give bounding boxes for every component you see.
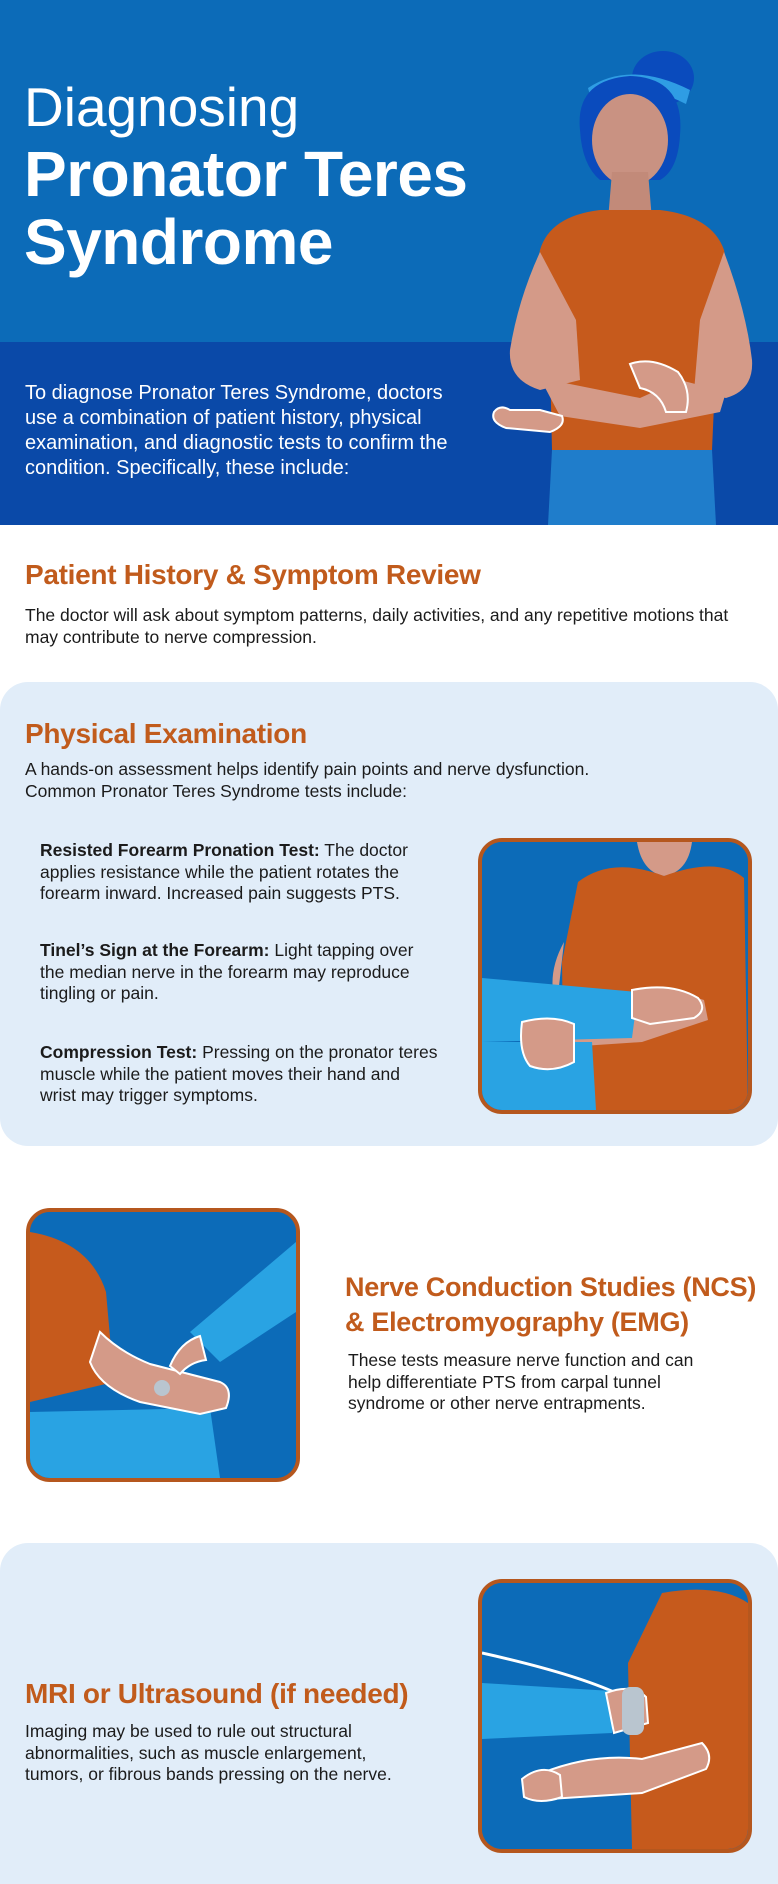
ncs-text: These tests measure nerve function and can help differentiate PTS from carpal tunnel syndrome or other nerve entrapments. [348,1350,694,1413]
title-line-2: Pronator Teres [24,138,468,210]
test-resisted-pronation [40,840,440,905]
test-tinels-sign [40,940,440,1005]
physical-text: A hands-on assessment helps identify pain points and nerve dysfunction. Common Pronator Teres Syndrome tests include: [25,759,590,801]
title-line-1: Diagnosing [24,76,300,138]
woman-holding-forearm-icon [480,20,778,525]
test-description: Pressing on the pronator teres muscle while the patient moves their hand and wrist may trigger symptoms. [40,1042,438,1105]
section-patient-history [0,558,778,648]
mri-illustration [478,1579,752,1853]
hero-banner [0,0,778,525]
section-ncs-emg [0,1208,778,1483]
page-title [24,74,468,276]
doctor-examining-forearm-icon [482,842,748,1110]
test-name: Compression Test: [40,1042,198,1062]
ncs-title-line-2: & Electromyography (EMG) [345,1307,689,1337]
test-description: Light tapping over the median nerve in the forearm may reproduce tingling or pain. [40,940,414,1003]
test-description: The doctor applies resistance while the patient rotates the forearm inward. Increased pain suggests PTS. [40,840,408,903]
hero-intro-text: To diagnose Pronator Teres Syndrome, doctors use a combination of patient history, physical examination, and diagnostic tests to confirm the condition. Specifically, these include: [25,382,448,479]
nerve-conduction-electrode-icon [30,1212,296,1478]
ncs-title-line-1: Nerve Conduction Studies (NCS) [345,1272,757,1302]
history-title: Patient History & Symptom Review [25,559,481,590]
history-text: The doctor will ask about symptom patterns, daily activities, and any repetitive motions that may contribute to nerve compression. [25,605,729,647]
test-name: Resisted Forearm Pronation Test: [40,840,320,860]
mri-title: MRI or Ultrasound (if needed) [25,1678,409,1709]
section-physical-examination [0,682,778,1146]
title-line-3: Syndrome [24,206,333,278]
ncs-illustration [26,1208,300,1482]
physical-title: Physical Examination [25,718,307,749]
physical-exam-illustration [478,838,752,1114]
ultrasound-probe-icon [482,1583,748,1849]
test-compression [40,1042,440,1107]
ncs-title [345,1270,756,1340]
section-mri-ultrasound [0,1543,778,1884]
test-name: Tinel’s Sign at the Forearm: [40,940,270,960]
mri-text: Imaging may be used to rule out structural abnormalities, such as muscle enlargement, tumors, or fibrous bands pressing on the nerve. [25,1721,392,1784]
